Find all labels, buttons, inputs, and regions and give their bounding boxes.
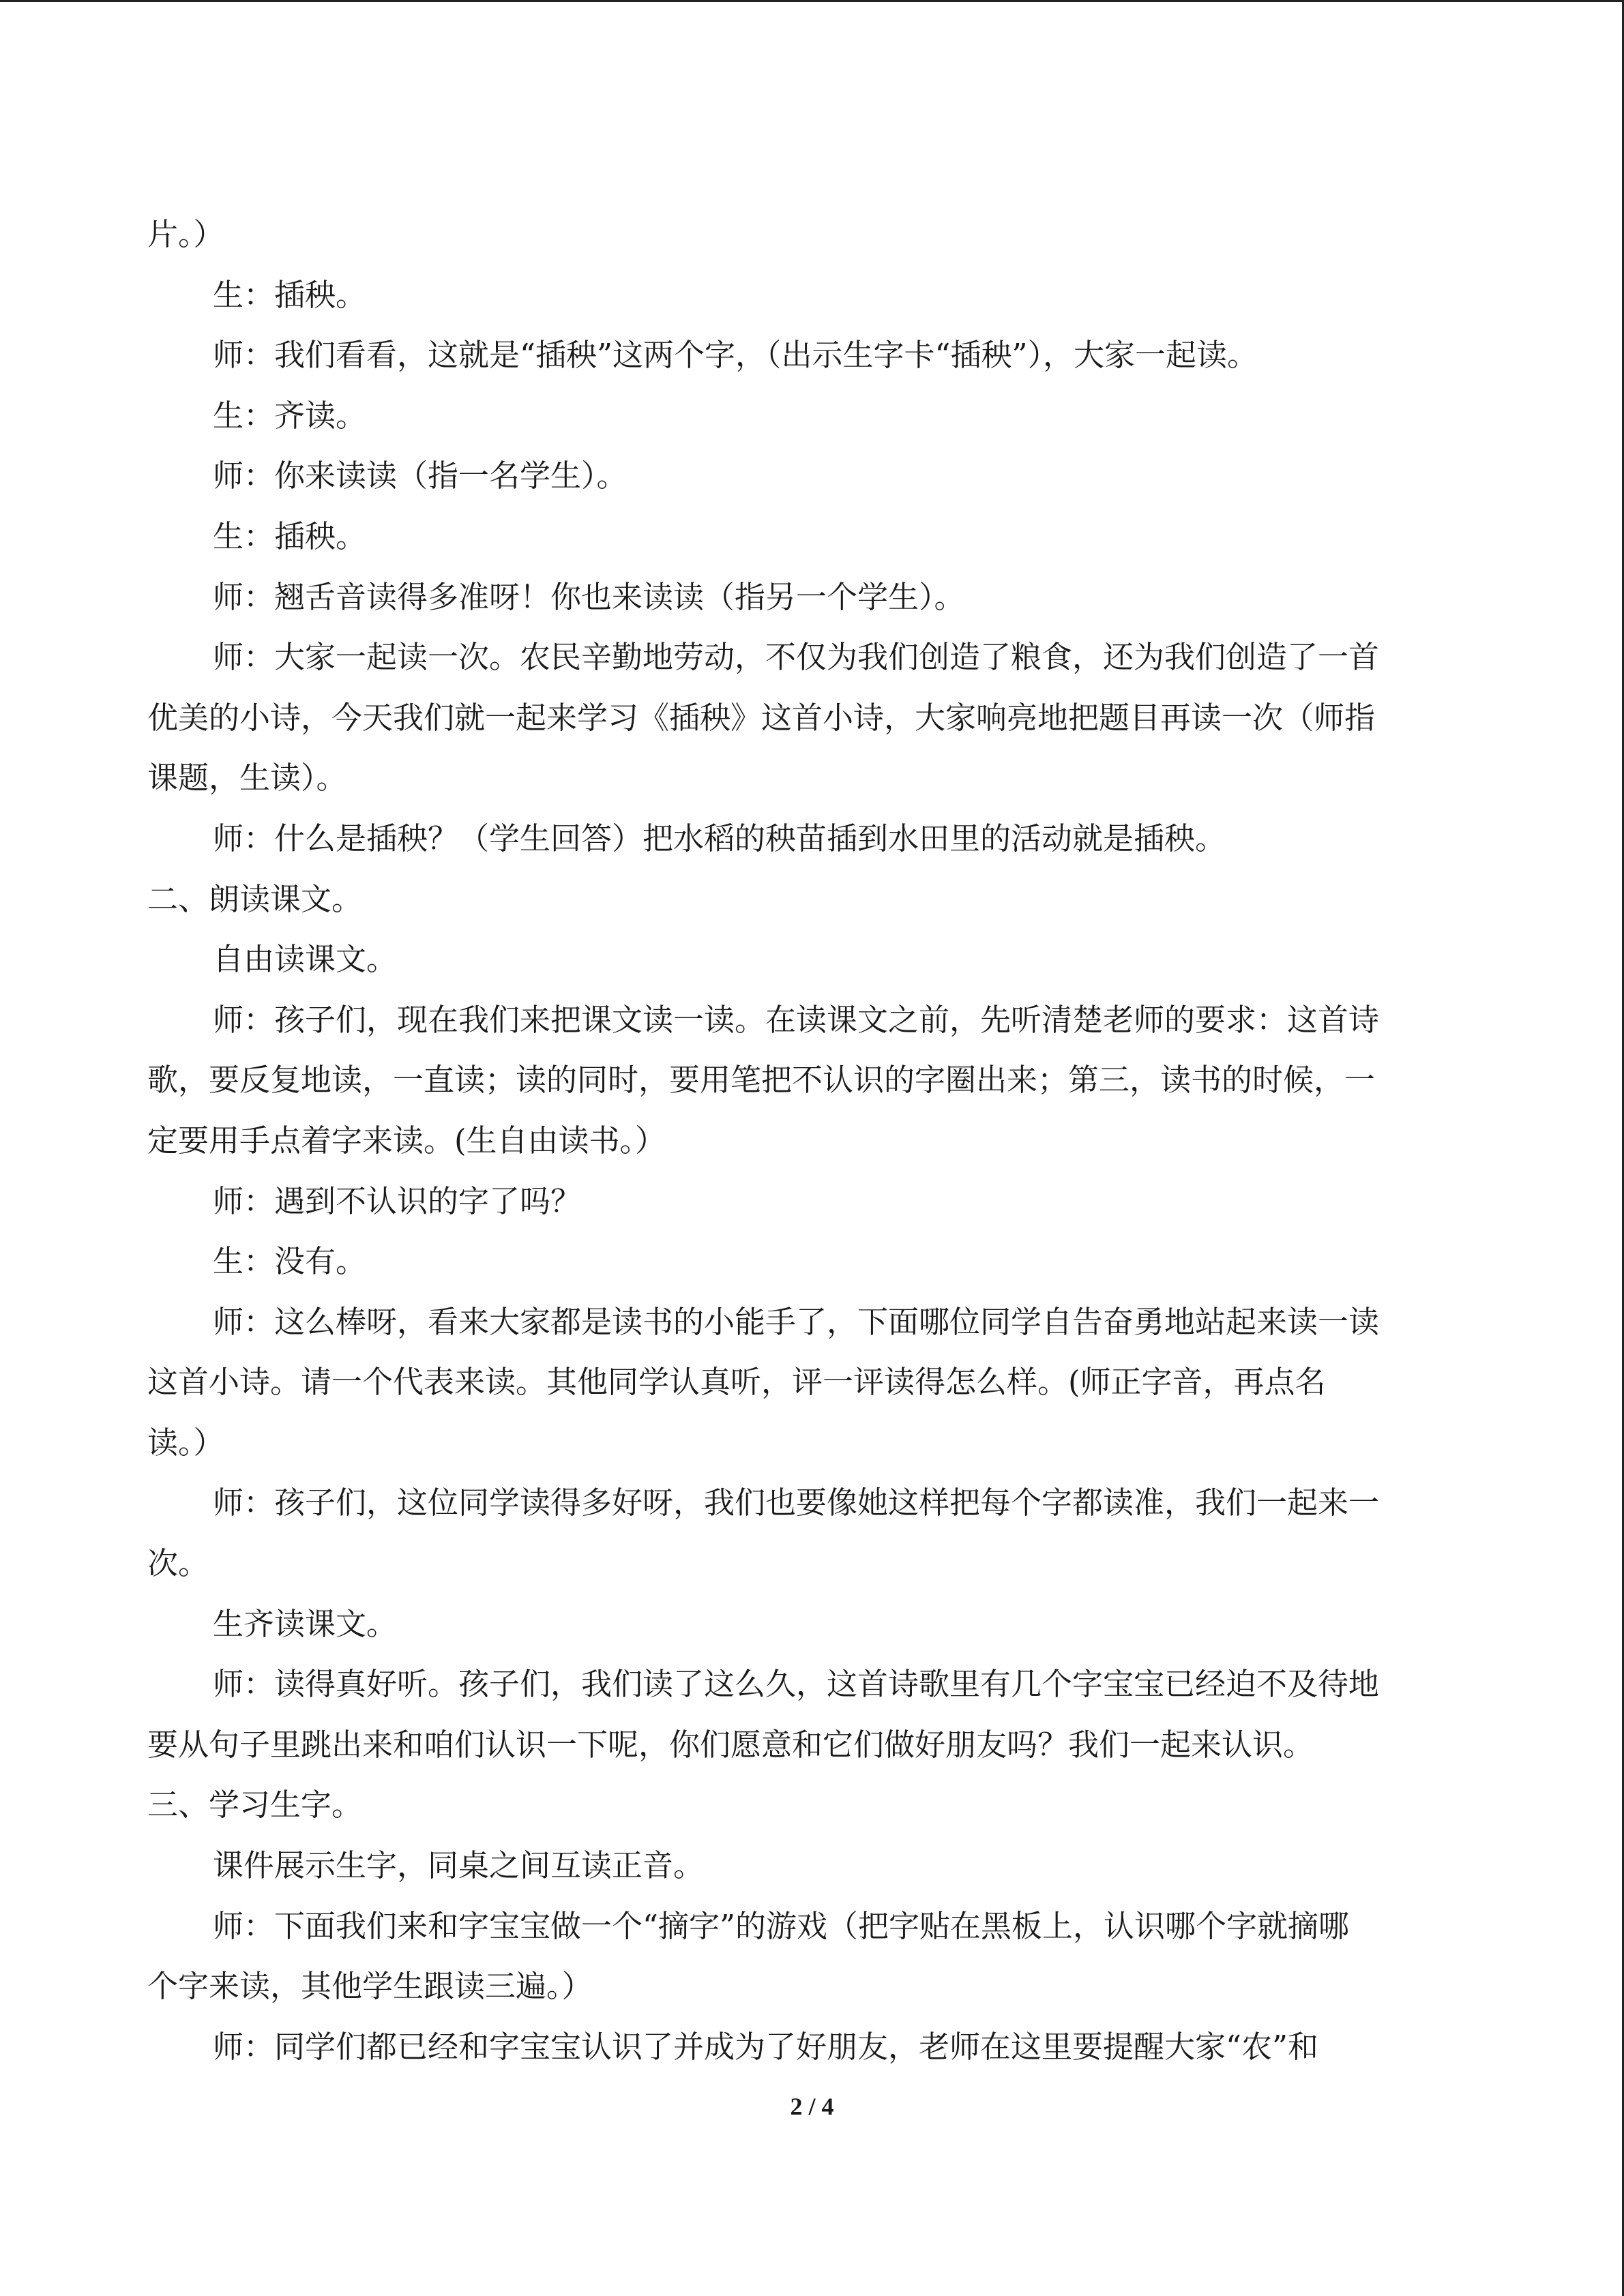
text-line: 师：大家一起读一次。农民辛勤地劳动，不仅为我们创造了粮食，还为我们创造了一首 (213, 639, 1380, 676)
text-line: 生齐读课文。 (213, 1605, 398, 1642)
text-line: 师：我们看看，这就是“插秧”这两个字，（出示生字卡“插秧”），大家一起读。 (213, 337, 1258, 374)
text-line: 师：这么棒呀，看来大家都是读书的小能手了，下面哪位同学自告奋勇地站起来读一读 (213, 1303, 1380, 1340)
document-body (147, 205, 1464, 2077)
text-line: 生：插秧。 (213, 518, 367, 554)
top-border-line (0, 0, 1624, 2)
text-line: 师：孩子们，现在我们来把课文读一读。在读课文之前，先听清楚老师的要求：这首诗 (213, 1001, 1380, 1038)
text-line: 师：什么是插秧？（学生回答）把水稻的秧苗插到水田里的活动就是插秧。 (213, 820, 1226, 856)
text-line: 课题，生读）。 (147, 760, 347, 796)
text-line: 师：遇到不认识的字了吗？ (213, 1182, 582, 1219)
text-line: 三、学习生字。 (147, 1787, 363, 1823)
text-line: 师：孩子们，这位同学读得多好呀，我们也要像她这样把每个字都读准，我们一起来一 (213, 1485, 1380, 1521)
text-line: 要从句子里跳出来和咱们认识一下呢，你们愿意和它们做好朋友吗？我们一起来认识。 (147, 1726, 1314, 1763)
text-line: 生：齐读。 (213, 397, 367, 434)
page-number: 2 / 4 (790, 2093, 834, 2120)
text-line: 优美的小诗，今天我们就一起来学习《插秧》这首小诗，大家响亮地把题目再读一次（师指 (147, 699, 1376, 736)
text-line: 这首小诗。请一个代表来读。其他同学认真听，评一评读得怎么样。(师正字音，再点名 (147, 1364, 1326, 1401)
text-line: 师：同学们都已经和字宝宝认识了并成为了好朋友，老师在这里要提醒大家“农”和 (213, 2028, 1319, 2065)
text-line: 次。 (147, 1545, 209, 1582)
text-line: 歌，要反复地读，一直读；读的同时，要用笔把不认识的字圈出来；第三，读书的时候，一 (147, 1062, 1376, 1099)
text-line: 师：翘舌音读得多准呀！你也来读读（指另一个学生）。 (213, 578, 965, 615)
text-line: 片。） (147, 216, 224, 252)
text-line: 读。） (147, 1424, 224, 1461)
text-line: 个字来读，其他学生跟读三遍。） (147, 1968, 593, 2005)
text-line: 自由读课文。 (213, 941, 398, 978)
text-line: 生：没有。 (213, 1243, 367, 1280)
text-line: 师：你来读读（指一名学生）。 (213, 458, 628, 494)
text-line: 生：插秧。 (213, 276, 367, 313)
text-line: 定要用手点着字来读。(生自由读书。） (147, 1122, 666, 1159)
text-line: 二、朗读课文。 (147, 880, 363, 917)
text-line: 课件展示生字，同桌之间互读正音。 (213, 1847, 705, 1884)
text-line: 师：读得真好听。孩子们，我们读了这么久，这首诗歌里有几个字宝宝已经迫不及待地 (213, 1666, 1380, 1703)
text-line: 师：下面我们来和字宝宝做一个“摘字”的游戏（把字贴在黑板上，认识哪个字就摘哪 (213, 1907, 1350, 1944)
